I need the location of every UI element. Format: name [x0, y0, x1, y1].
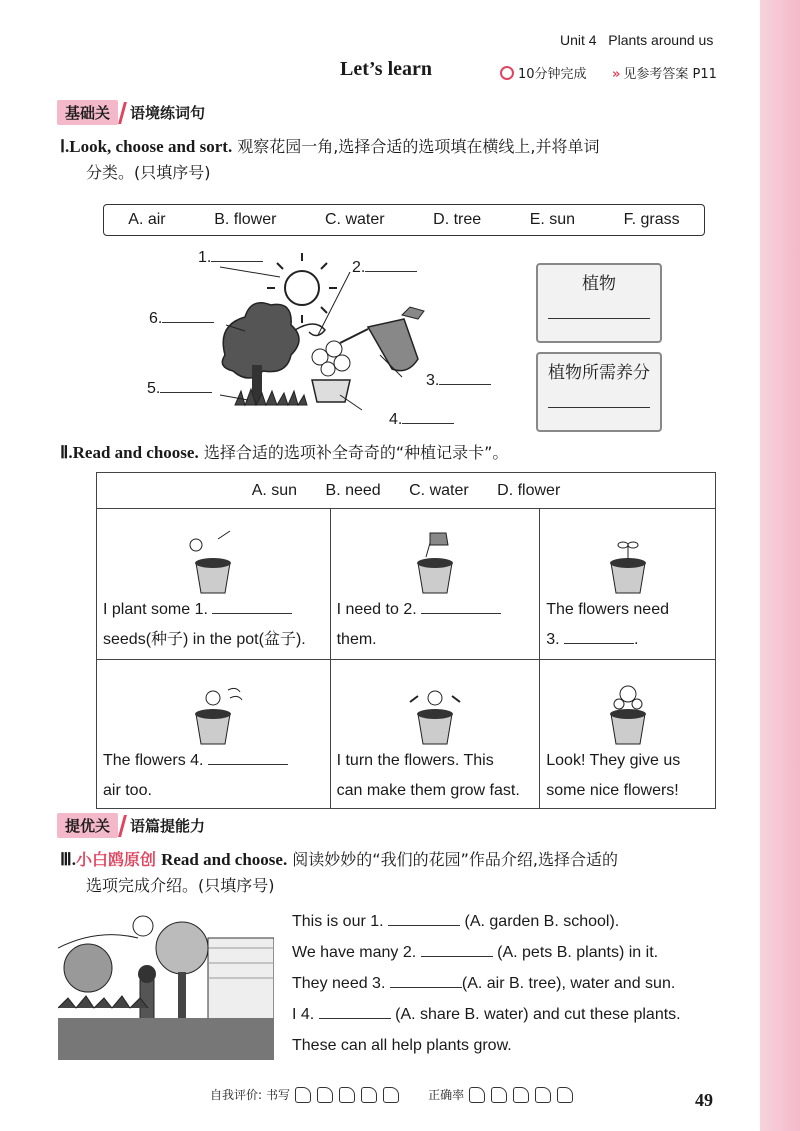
option-c: C. water: [325, 211, 385, 228]
blank-label-2: 2.: [352, 259, 417, 277]
answer-blank[interactable]: [421, 613, 501, 614]
answer-blank[interactable]: [564, 643, 634, 644]
record-text: The flowers need 3. .: [546, 601, 669, 648]
record-text: I need to 2. them.: [337, 595, 534, 655]
sort-box-answer-line[interactable]: [548, 318, 650, 319]
unit-title: Plants around us: [608, 32, 714, 48]
question-instruction: 阅读妙妙的“我们的花园”作品介绍,选择合适的: [292, 850, 618, 869]
record-text: The flowers 4. air too.: [103, 746, 324, 806]
options-box: [103, 204, 705, 236]
record-text: Look! They give us some nice flowers!: [546, 752, 681, 799]
record-card-table: [96, 472, 716, 809]
sort-box-answer-line[interactable]: [548, 407, 650, 408]
thumbs-up-icon[interactable]: [339, 1087, 355, 1103]
question-number: Ⅰ.: [60, 137, 70, 156]
grass-drawing: [235, 389, 307, 405]
blank-label-5: 5.: [147, 380, 212, 398]
thumbs-up-icon[interactable]: [361, 1087, 377, 1103]
record-cell: [97, 509, 331, 660]
garden-picture: [58, 908, 274, 1060]
record-cell: [330, 660, 540, 809]
record-text: I turn the flowers. This can make them grow fast.: [336, 752, 520, 799]
thumbs-up-icon[interactable]: [295, 1087, 311, 1103]
question-3-heading: [60, 846, 740, 899]
option-d: D. flower: [497, 481, 561, 499]
blooming-pot-icon: [593, 676, 663, 746]
question-title: Look, choose and sort.: [69, 137, 233, 156]
option-e: E. sun: [529, 211, 576, 228]
section-tag-label: 基础关: [57, 100, 118, 125]
thumbs-up-icon[interactable]: [383, 1087, 399, 1103]
question-number: Ⅱ.: [60, 443, 73, 462]
option-b: B. flower: [214, 211, 277, 228]
thumbs-up-icon[interactable]: [317, 1087, 333, 1103]
question-title: Read and choose.: [72, 443, 199, 462]
brand-tag: 小白鸥原创: [75, 850, 156, 869]
story-line: These can all help plants grow.: [292, 1037, 512, 1054]
answer-blank[interactable]: [212, 613, 292, 614]
thumbs-up-icon[interactable]: [513, 1087, 529, 1103]
watering-can-drawing: [340, 307, 424, 371]
option-b: B. need: [325, 481, 381, 499]
flower-air-icon: [178, 676, 248, 746]
record-cell: [97, 660, 331, 809]
option-d: D. tree: [433, 211, 482, 228]
unit-number: Unit 4: [560, 32, 597, 48]
page-number: 49: [695, 1090, 713, 1110]
story-line: I 4. (A. share B. water) and cut these plants.: [292, 1006, 681, 1023]
option-c: C. water: [409, 481, 469, 499]
question-2-heading: [60, 439, 508, 466]
answer-blank[interactable]: [319, 1018, 391, 1019]
answer-blank[interactable]: [421, 956, 493, 957]
sort-box-title: 植物所需养分: [548, 363, 650, 383]
question-1-heading: [60, 133, 740, 186]
timer: [500, 63, 587, 82]
story-line: They need 3. (A. air B. tree), water and sun.: [292, 975, 676, 992]
answer-blank[interactable]: [365, 271, 417, 272]
option-a: A. sun: [251, 481, 298, 499]
answer-blank[interactable]: [211, 261, 263, 262]
section-tag-advanced: [57, 813, 205, 838]
watering-pot-icon: [400, 525, 470, 595]
question-number: Ⅲ.: [60, 850, 76, 869]
blank-label-4: 4.: [389, 411, 454, 429]
answer-blank[interactable]: [388, 925, 460, 926]
question-instruction-2: 选项完成介绍。(只填序号): [86, 876, 275, 896]
answer-blank[interactable]: [208, 764, 288, 765]
sort-box-nutrients: [536, 352, 662, 432]
answer-blank[interactable]: [439, 384, 491, 385]
self-evaluation: [210, 1086, 574, 1103]
answer-ref-text: 见参考答案 P11: [623, 67, 717, 82]
page-edge-decoration: [760, 0, 800, 1131]
answer-blank[interactable]: [402, 423, 454, 424]
blank-label-6: 6.: [149, 310, 214, 328]
section-tag-label: 提优关: [57, 813, 118, 838]
question-title: Read and choose.: [161, 850, 288, 869]
option-a: A. air: [128, 211, 166, 228]
section-tag-subtitle: 语篇提能力: [130, 817, 206, 835]
writing-label: 书写: [266, 1088, 291, 1102]
section-tag-basic: [57, 100, 205, 125]
thumbs-up-icon[interactable]: [535, 1087, 551, 1103]
option-f: F. grass: [623, 211, 680, 228]
record-cell: [540, 509, 716, 660]
tree-drawing: [222, 303, 299, 405]
clock-icon: [500, 66, 514, 80]
sort-box-title: 植物: [582, 274, 616, 294]
question-instruction-2: 分类。(只填序号): [86, 163, 211, 183]
story-line: We have many 2. (A. pets B. plants) in it.: [292, 944, 659, 961]
blank-label-3: 3.: [426, 372, 491, 390]
flower-pot-seeds-icon: [178, 525, 248, 595]
turning-pot-icon: [400, 676, 470, 746]
question-instruction: 选择合适的选项补全奇奇的“种植记录卡”。: [203, 443, 509, 462]
self-eval-label: 自我评价:: [210, 1088, 263, 1102]
double-chevron-icon: »: [612, 67, 621, 82]
answer-blank[interactable]: [160, 392, 212, 393]
timer-text: 10分钟完成: [518, 67, 587, 82]
accuracy-label: 正确率: [428, 1088, 465, 1102]
answer-reference: [612, 63, 717, 82]
record-card-options: [97, 473, 716, 509]
section-tag-subtitle: 语境练词句: [130, 104, 206, 122]
blank-label-1: 1.: [198, 249, 263, 267]
thumbs-up-icon[interactable]: [469, 1087, 485, 1103]
record-cell: [330, 509, 540, 660]
sort-box-plants: [536, 263, 662, 343]
flower-pot-drawing: [312, 341, 350, 402]
thumbs-up-icon[interactable]: [557, 1087, 573, 1103]
answer-blank[interactable]: [390, 987, 462, 988]
record-text: I plant some 1. seeds(种子) in the pot(盆子).: [103, 601, 306, 648]
garden-illustration: [140, 245, 530, 435]
story-line: This is our 1. (A. garden B. school).: [292, 913, 620, 930]
record-cell: [540, 660, 716, 809]
sprout-pot-icon: [593, 525, 663, 595]
answer-blank[interactable]: [162, 322, 214, 323]
story-passage: [292, 906, 681, 1061]
question-instruction: 观察花园一角,选择合适的选项填在横线上,并将单词: [237, 137, 600, 156]
thumbs-up-icon[interactable]: [491, 1087, 507, 1103]
unit-header: [560, 32, 713, 48]
lesson-title: Let’s learn: [340, 58, 433, 80]
